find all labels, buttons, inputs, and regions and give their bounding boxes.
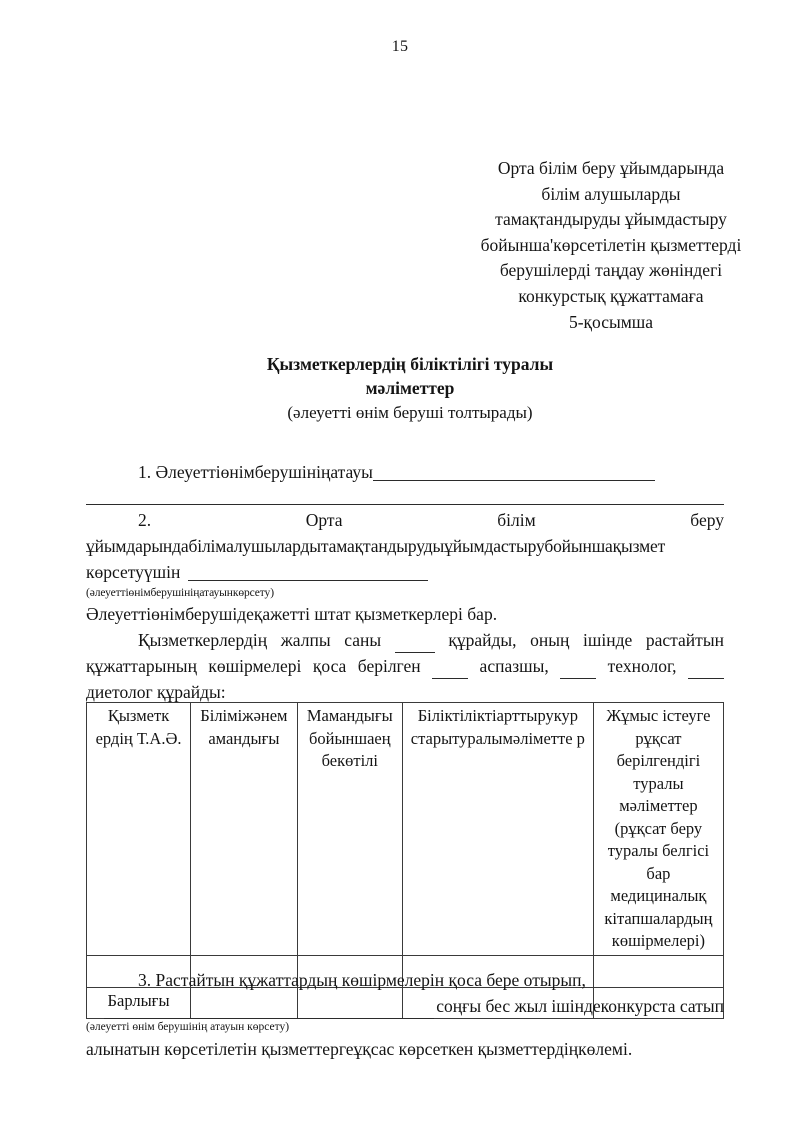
counts-dietitian-blank[interactable]: [688, 654, 724, 679]
table-header-cell-permission: Жұмыс істеуге рұқсат берілгендігі туралы мәліметтер (рұқсат беру туралы белгісі бар медициналық кітапшалардың көшірмелері): [593, 703, 723, 956]
item-3-line-2: [86, 994, 724, 1019]
table-header-cell-name: Қызметк ердің Т.А.Ә.: [87, 703, 191, 956]
page-title-line-1: Қызметкерлердің біліктілігі туралы: [266, 354, 554, 374]
item-2-fill-line[interactable]: [188, 580, 428, 581]
header-line-6: конкурстық құжаттамаға: [518, 285, 704, 306]
item-2-number: 2.: [138, 510, 152, 530]
counts-word-technolog: технолог,: [607, 656, 677, 676]
item-3-line-3: алынатын көрсетілетін қызметтергеұқсас көрсеткен қызметтердіңкөлемі.: [86, 1039, 633, 1059]
counts-word-onyn: оның: [530, 630, 570, 650]
counts-line-2: [86, 654, 724, 679]
page-title-line-2: мәліметтер: [365, 378, 455, 398]
item-2-line-1: [86, 508, 724, 533]
counts-word-ishinde: ішінде: [583, 630, 633, 650]
table-header-row: [87, 703, 724, 956]
item-1-fill-line[interactable]: [373, 480, 655, 481]
counts-word-berilgen: берілген: [357, 656, 421, 676]
header-line-2: білім алушыларды: [541, 183, 681, 204]
counts-technologist-blank[interactable]: [560, 654, 596, 679]
header-line-5: берушілерді таңдау жөніндегі: [499, 260, 723, 281]
counts-cook-blank[interactable]: [432, 654, 468, 679]
item-2-line-3-text: көрсетуүшін: [86, 562, 181, 582]
item-2-line-3: [86, 560, 428, 585]
counts-word-qyzmetkerlerdin: Қызметкерлердің: [138, 630, 268, 650]
counts-word-rastaityn: растайтын: [645, 630, 724, 650]
counts-word-quraidy: құрайды,: [448, 630, 517, 650]
page-number: 15: [391, 38, 409, 55]
item-1-row: [86, 460, 724, 488]
counts-word-quzhattarynyn: құжаттарының: [86, 656, 197, 676]
table-header-cell-experience: Мамандығы бойыншаең бекөтілі: [297, 703, 402, 956]
item-3-fill-line[interactable]: [104, 1018, 434, 1019]
item-2-word-orta: Орта: [305, 510, 343, 530]
item-1-fill-line-continued[interactable]: [86, 504, 724, 505]
item-2-line-2: ұйымдарындабілімалушылардытамақтандырудыұйымдастырубойыншақызмет: [86, 536, 666, 556]
document-title-block: [100, 352, 720, 425]
item-3-line-2-tail: соңғы бес жыл ішіндеконкурста сатып: [436, 996, 724, 1016]
item-3-line-1: 3. Растайтын құжаттардың көшірмелерін қоса бере отырып,: [138, 970, 586, 990]
counts-total-blank[interactable]: [395, 628, 435, 653]
counts-word-sany: саны: [344, 630, 382, 650]
counts-word-zhalpy: жалпы: [280, 630, 331, 650]
item-1-label: Әлеуеттіөнімберушініңатауы: [155, 462, 373, 482]
counts-word-koshirmeleri: көшірмелері: [208, 656, 302, 676]
counts-line-3: диетолог құрайды:: [86, 682, 226, 702]
header-line-3: тамақтандыруды ұйымдастыру: [495, 209, 727, 230]
table-header-cell-education: Біліміжәнем амандығы: [191, 703, 298, 956]
staff-statement: Әлеуеттіөнімберушідеқажетті штат қызметкерлері бар.: [86, 604, 498, 624]
counts-word-aspazshy: аспазшы,: [479, 656, 549, 676]
item-2-word-bilim: білім: [497, 510, 536, 530]
item-1-number: 1.: [138, 462, 152, 482]
header-line-1: Орта білім беру ұйымдарында: [497, 158, 725, 178]
counts-line-1: [86, 628, 724, 653]
document-header-block: [470, 156, 752, 335]
counts-word-qosa: қоса: [312, 656, 347, 676]
page-subtitle: (әлеуетті өнім беруші толтырады): [287, 403, 533, 422]
table-total-label: Барлығы: [87, 987, 191, 1018]
header-line-7: 5-қосымша: [568, 311, 654, 332]
staff-counts-paragraph: [86, 628, 724, 705]
item-2-caption: (әлеуеттіөнімберушініңатауынкөрсету): [86, 587, 274, 599]
item-2-word-beru: беру: [690, 510, 724, 530]
header-line-4: бойынша'көрсетілетін қызметтерді: [480, 234, 742, 255]
table-header-cell-courses: Біліктіліктіарттырукур старытуралымәліметте р: [402, 703, 593, 956]
item-3-block: [86, 968, 724, 1062]
item-3-caption: (әлеуетті өнім берушінің атауын көрсету): [86, 1021, 290, 1033]
